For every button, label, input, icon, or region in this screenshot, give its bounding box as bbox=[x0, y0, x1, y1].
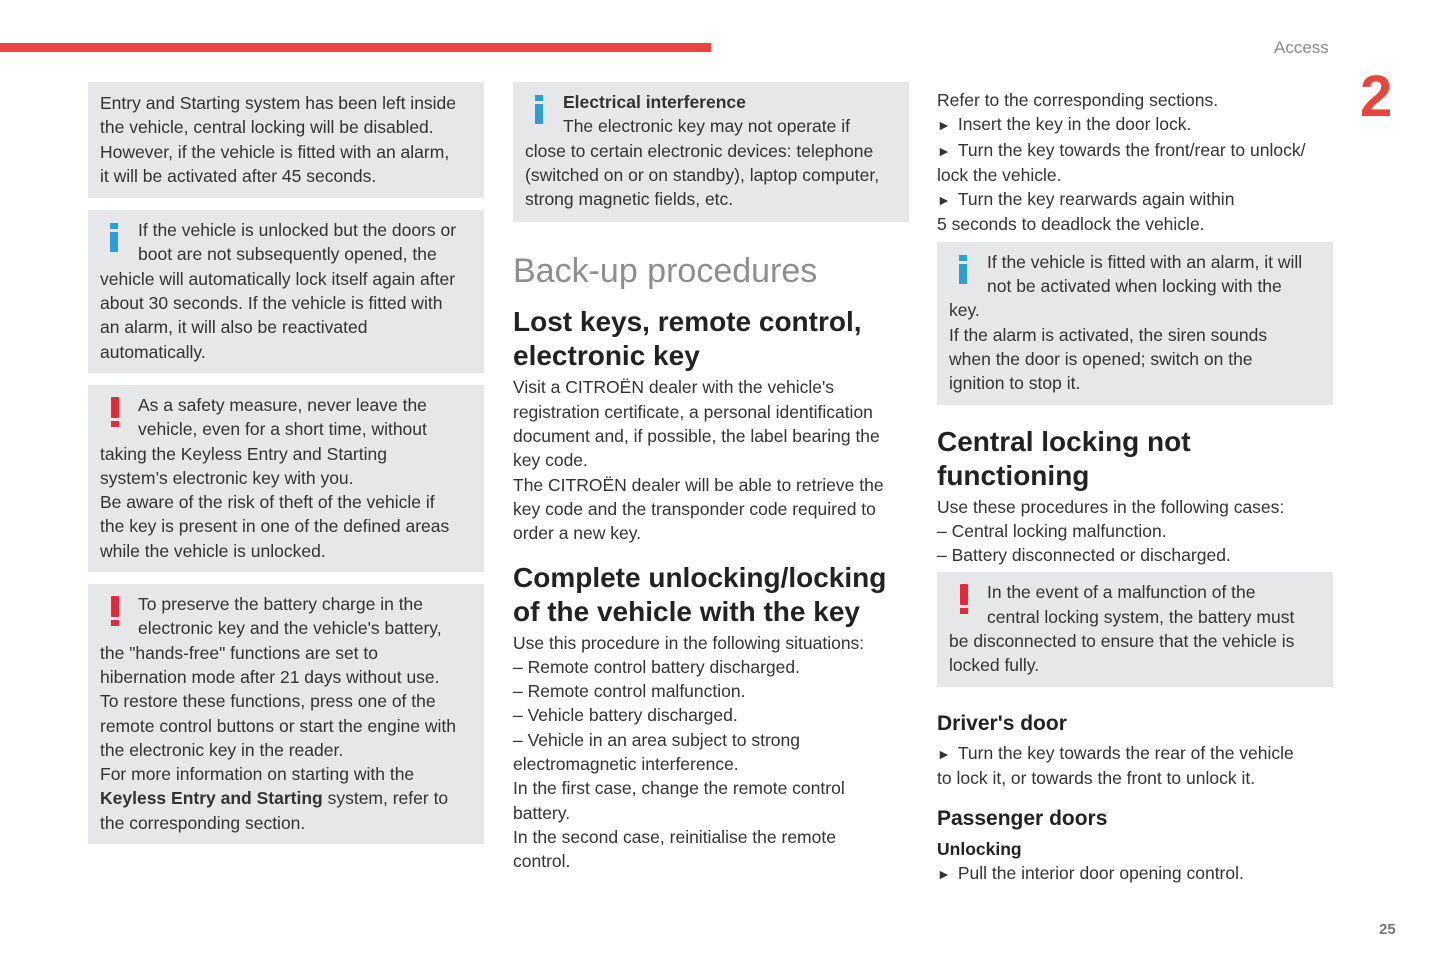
note-box-keyless-inside bbox=[88, 82, 484, 198]
heading-line: Lost keys, remote control, bbox=[513, 306, 862, 338]
heading-line: of the vehicle with the key bbox=[513, 595, 860, 627]
note-line: As a safety measure, never leave the bbox=[138, 394, 427, 415]
step-text: Turn the key towards the front/rear to unlock/ bbox=[957, 139, 1306, 160]
body-line: – Central locking malfunction. bbox=[937, 520, 1167, 541]
note-line: (switched on or on standby), laptop computer, bbox=[525, 164, 880, 185]
body-line: – Remote control malfunction. bbox=[513, 681, 746, 702]
note-line: the vehicle, central locking will be disabled. bbox=[100, 117, 434, 138]
body-line: key code. bbox=[513, 450, 588, 471]
warning-box-battery bbox=[88, 584, 484, 844]
body-line: battery. bbox=[513, 802, 571, 823]
note-line: boot are not subsequently opened, the bbox=[138, 244, 437, 265]
arrow-icon: ► bbox=[937, 192, 951, 209]
step-text: Turn the key towards the rear of the vehicle bbox=[957, 742, 1294, 763]
step-line: to lock it, or towards the front to unlock it. bbox=[937, 767, 1256, 788]
central-locking-heading bbox=[937, 425, 1333, 493]
column-left bbox=[88, 82, 484, 844]
info-icon bbox=[100, 220, 126, 260]
step-line bbox=[937, 861, 1333, 886]
complete-unlocking-heading bbox=[513, 561, 909, 629]
step-text: Insert the key in the door lock. bbox=[957, 114, 1192, 135]
arrow-icon: ► bbox=[937, 142, 951, 159]
note-line: If the vehicle is unlocked but the doors or bbox=[138, 220, 457, 241]
info-box-alarm bbox=[937, 242, 1333, 405]
note-line: about 30 seconds. If the vehicle is fitted with bbox=[100, 293, 443, 314]
note-line: ignition to stop it. bbox=[949, 373, 1081, 394]
note-line: the key is present in one of the defined areas bbox=[100, 516, 450, 537]
step-line bbox=[937, 187, 1333, 212]
info-box-auto-relock bbox=[88, 210, 484, 373]
note-line: If the vehicle is fitted with an alarm, it will bbox=[987, 251, 1303, 272]
chapter-number: 2 bbox=[1360, 64, 1393, 129]
note-line: remote control buttons or start the engine with bbox=[100, 715, 457, 736]
after-bold-text: system, refer to bbox=[322, 788, 449, 809]
note-line: key. bbox=[949, 300, 980, 321]
passenger-doors-heading: Passenger doors bbox=[937, 807, 1108, 831]
info-icon bbox=[525, 92, 551, 132]
warning-box-safety bbox=[88, 385, 484, 572]
note-line: an alarm, it will also be reactivated bbox=[100, 317, 368, 338]
note-line: when the door is opened; switch on the bbox=[949, 348, 1253, 369]
note-line: the corresponding section. bbox=[100, 812, 306, 833]
step-line: 5 seconds to deadlock the vehicle. bbox=[937, 214, 1205, 235]
note-line: Be aware of the risk of theft of the vehicle if bbox=[100, 492, 435, 513]
complete-unlocking-body bbox=[513, 631, 909, 874]
body-line: – Vehicle battery discharged. bbox=[513, 705, 738, 726]
note-line: automatically. bbox=[100, 341, 206, 362]
box-title: Electrical interference bbox=[563, 92, 746, 112]
note-line: Entry and Starting system has been left inside bbox=[100, 93, 457, 113]
bold-phrase: Keyless Entry and Starting bbox=[100, 788, 323, 809]
note-line: locked fully. bbox=[949, 655, 1040, 676]
body-line: In the first case, change the remote control bbox=[513, 778, 845, 799]
note-line: For more information on starting with the bbox=[100, 764, 415, 785]
top-accent-bar bbox=[0, 43, 711, 52]
body-line: electromagnetic interference. bbox=[513, 754, 739, 775]
body-line: key code and the transponder code required to bbox=[513, 498, 876, 519]
step-text: Pull the interior door opening control. bbox=[957, 863, 1244, 884]
body-line: order a new key. bbox=[513, 523, 642, 544]
note-line: To restore these functions, press one of the bbox=[100, 691, 436, 712]
body-line: The CITROËN dealer will be able to retrieve the bbox=[513, 474, 884, 495]
note-line: central locking system, the battery must bbox=[987, 606, 1295, 627]
section-title: Access bbox=[1274, 38, 1329, 57]
info-box-electrical-interference bbox=[513, 82, 909, 222]
backup-procedures-title: Back-up procedures bbox=[513, 252, 818, 291]
note-line: it will be activated after 45 seconds. bbox=[100, 165, 377, 186]
heading-line: Central locking not bbox=[937, 425, 1191, 457]
note-line: electronic key and the vehicle's battery, bbox=[138, 618, 442, 639]
body-line: control. bbox=[513, 851, 571, 872]
drivers-door-heading: Driver's door bbox=[937, 711, 1067, 735]
note-line: vehicle will automatically lock itself again after bbox=[100, 268, 456, 289]
drivers-door-body bbox=[937, 741, 1333, 791]
body-line: Use this procedure in the following situations: bbox=[513, 632, 865, 653]
note-line: while the vehicle is unlocked. bbox=[100, 540, 326, 561]
heading-line: functioning bbox=[937, 459, 1090, 491]
note-line: vehicle, even for a short time, without bbox=[138, 419, 427, 440]
step-line bbox=[937, 741, 1333, 766]
note-line: If the alarm is activated, the siren sounds bbox=[949, 324, 1268, 345]
intro-line: Refer to the corresponding sections. bbox=[937, 90, 1219, 110]
lost-keys-body bbox=[513, 375, 909, 545]
page-number: 25 bbox=[1379, 921, 1396, 938]
body-line: Use these procedures in the following cases: bbox=[937, 496, 1285, 517]
unlocking-subheading: Unlocking bbox=[937, 839, 1022, 860]
lost-keys-heading bbox=[513, 305, 909, 373]
column-middle bbox=[513, 82, 909, 874]
note-line-with-bold bbox=[100, 786, 472, 810]
note-line: hibernation mode after 21 days without use. bbox=[100, 666, 440, 687]
body-line: document and, if possible, the label bearing the bbox=[513, 426, 880, 447]
warning-icon bbox=[949, 582, 975, 622]
heading-line: electronic key bbox=[513, 340, 700, 372]
note-line: the "hands-free" functions are set to bbox=[100, 642, 379, 663]
note-line: close to certain electronic devices: telephone bbox=[525, 140, 874, 161]
step-line: lock the vehicle. bbox=[937, 164, 1062, 185]
arrow-icon: ► bbox=[937, 745, 951, 762]
body-line: Visit a CITROËN dealer with the vehicle's bbox=[513, 377, 835, 398]
note-line: In the event of a malfunction of the bbox=[987, 582, 1256, 603]
note-line: To preserve the battery charge in the bbox=[138, 594, 424, 615]
note-line: taking the Keyless Entry and Starting bbox=[100, 443, 387, 464]
step-text: Turn the key rearwards again within bbox=[957, 189, 1235, 210]
arrow-icon: ► bbox=[937, 117, 951, 134]
body-line: – Battery disconnected or discharged. bbox=[937, 545, 1231, 566]
body-line: registration certificate, a personal identification bbox=[513, 401, 873, 422]
column-right bbox=[937, 88, 1333, 887]
note-line: the electronic key in the reader. bbox=[100, 739, 344, 760]
note-line: However, if the vehicle is fitted with an alarm, bbox=[100, 141, 450, 162]
note-line: The electronic key may not operate if bbox=[563, 116, 850, 137]
warning-icon bbox=[100, 594, 126, 634]
warning-icon bbox=[100, 395, 126, 435]
arrow-icon: ► bbox=[937, 866, 951, 883]
note-line: be disconnected to ensure that the vehicle is bbox=[949, 631, 1295, 652]
body-line: In the second case, reinitialise the remote bbox=[513, 826, 836, 847]
note-line: strong magnetic fields, etc. bbox=[525, 189, 734, 210]
step-line bbox=[937, 138, 1333, 163]
body-line: – Remote control battery discharged. bbox=[513, 656, 800, 677]
note-line: system’s electronic key with you. bbox=[100, 467, 354, 488]
info-icon bbox=[949, 252, 975, 292]
heading-line: Complete unlocking/locking bbox=[513, 561, 887, 593]
step-line bbox=[937, 112, 1333, 137]
body-line: – Vehicle in an area subject to strong bbox=[513, 729, 800, 750]
note-line: not be activated when locking with the bbox=[987, 276, 1282, 297]
central-locking-body bbox=[937, 495, 1333, 568]
warning-box-central-locking bbox=[937, 572, 1333, 686]
